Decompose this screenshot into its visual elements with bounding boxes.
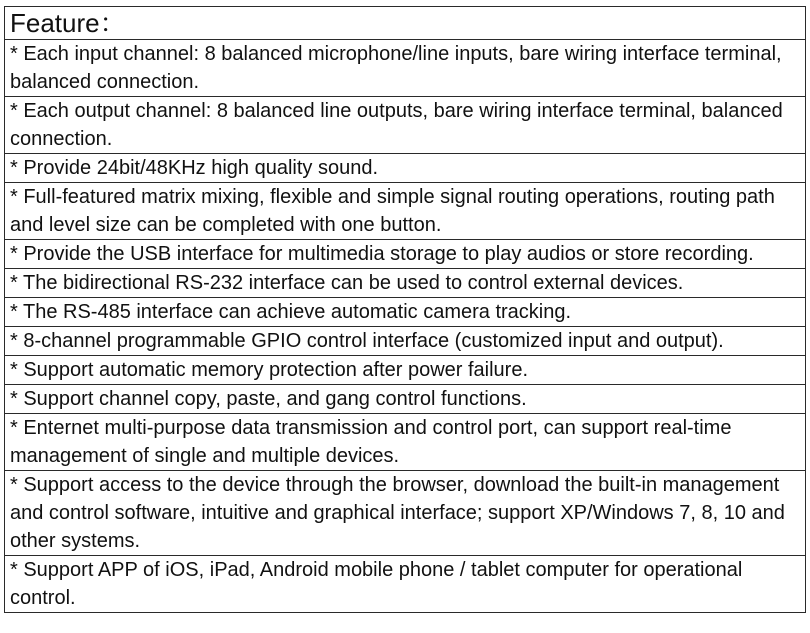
feature-row — [5, 183, 806, 240]
feature-row — [5, 154, 806, 183]
feature-item: * The bidirectional RS-232 interface can be used to control external devices. — [5, 269, 806, 298]
feature-item: * Full-featured matrix mixing, flexible and simple signal routing operations, routing path and level size can be completed with one button. — [5, 183, 806, 240]
feature-item: * Provide the USB interface for multimedia storage to play audios or store recording. — [5, 240, 806, 269]
feature-item: * Each output channel: 8 balanced line outputs, bare wiring interface terminal, balanced connection. — [5, 97, 806, 154]
feature-item: * 8-channel programmable GPIO control interface (customized input and output). — [5, 327, 806, 356]
feature-item: * Each input channel: 8 balanced microphone/line inputs, bare wiring interface terminal, balanced connection. — [5, 40, 806, 97]
feature-item: * Support channel copy, paste, and gang control functions. — [5, 385, 806, 414]
feature-row — [5, 556, 806, 613]
feature-title: Feature： — [5, 7, 806, 40]
title-row — [5, 7, 806, 40]
feature-row — [5, 269, 806, 298]
feature-table — [4, 6, 806, 613]
feature-sheet — [4, 6, 806, 613]
feature-item: * Support automatic memory protection after power failure. — [5, 356, 806, 385]
feature-row — [5, 40, 806, 97]
feature-row — [5, 327, 806, 356]
feature-row — [5, 385, 806, 414]
feature-row — [5, 97, 806, 154]
feature-item: * Provide 24bit/48KHz high quality sound. — [5, 154, 806, 183]
feature-row — [5, 471, 806, 556]
feature-item: * The RS-485 interface can achieve automatic camera tracking. — [5, 298, 806, 327]
feature-item: * Enternet multi-purpose data transmission and control port, can support real-time management of single and multiple devices. — [5, 414, 806, 471]
feature-row — [5, 240, 806, 269]
feature-item: * Support access to the device through the browser, download the built-in management and control software, intuitive and graphical interface; support XP/Windows 7, 8, 10 and other systems. — [5, 471, 806, 556]
feature-row — [5, 356, 806, 385]
feature-row — [5, 298, 806, 327]
feature-row — [5, 414, 806, 471]
feature-item: * Support APP of iOS, iPad, Android mobile phone / tablet computer for operational control. — [5, 556, 806, 613]
